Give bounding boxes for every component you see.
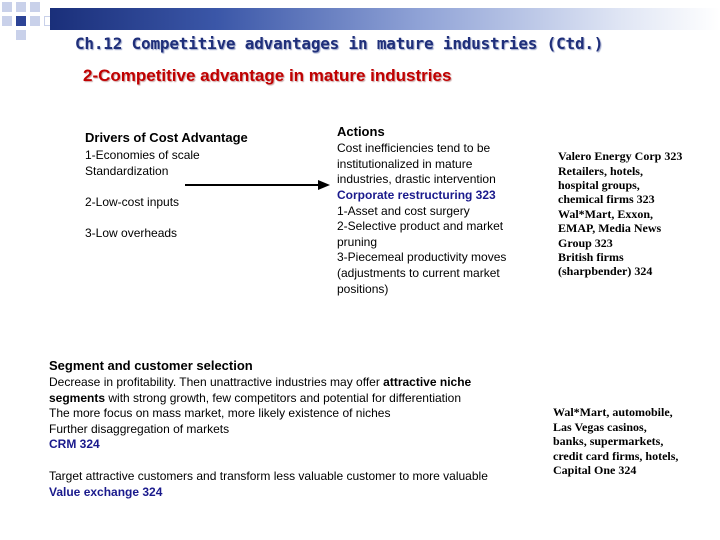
example-line: (sharpbender) 324 (558, 264, 653, 278)
segment-emphasis: segments (49, 391, 106, 405)
example-line: credit card firms, hotels, (553, 449, 679, 463)
segment-line: Target attractive customers and transform less valuable customer to more valuable (49, 469, 488, 483)
actions-line: (adjustments to current market (337, 266, 500, 280)
example-line: Las Vegas casinos, (553, 420, 647, 434)
example-line: Wal*Mart, automobile, (553, 405, 673, 419)
driver-item: Standardization (85, 164, 169, 178)
segment-emphasis: attractive niche (383, 375, 472, 389)
example-line: Retailers, hotels, (558, 164, 643, 178)
segment-line (49, 391, 461, 407)
title-band (50, 8, 720, 30)
actions-line: Cost inefficiencies tend to be (337, 141, 491, 155)
driver-item: 2-Low-cost inputs (85, 195, 180, 209)
drivers-heading: Drivers of Cost Advantage (85, 130, 248, 145)
driver-item: 1-Economies of scale (85, 148, 200, 162)
arrow-right-icon (185, 178, 330, 192)
actions-reference: Corporate restructuring 323 (337, 188, 496, 202)
example-line: banks, supermarkets, (553, 434, 664, 448)
segment-reference: Value exchange 324 (49, 485, 163, 499)
actions-line: pruning (337, 235, 378, 249)
segment-text: Decrease in profitability. Then unattractive industries may offer (49, 375, 384, 389)
example-line: chemical firms 323 (558, 192, 655, 206)
actions-line: 2-Selective product and market (337, 219, 504, 233)
segment-line: The more focus on mass market, more likely existence of niches (49, 406, 391, 420)
actions-line: industries, drastic intervention (337, 172, 496, 186)
example-line: Capital One 324 (553, 463, 637, 477)
driver-item: 3-Low overheads (85, 226, 178, 240)
segment-line (49, 375, 471, 391)
actions-line: 3-Piecemeal productivity moves (337, 250, 507, 264)
actions-line: positions) (337, 282, 389, 296)
segment-text: with strong growth, few competitors and potential for differentiation (105, 391, 461, 405)
segment-line: Further disaggregation of markets (49, 422, 230, 436)
example-line: Valero Energy Corp 323 (558, 149, 683, 163)
example-line: Wal*Mart, Exxon, (558, 207, 653, 221)
actions-line: institutionalized in mature (337, 157, 473, 171)
segment-heading: Segment and customer selection (49, 358, 253, 373)
example-line: Group 323 (558, 236, 613, 250)
example-line: hospital groups, (558, 178, 640, 192)
segment-reference: CRM 324 (49, 437, 100, 451)
actions-heading: Actions (337, 124, 385, 139)
slide-title: Ch.12 Competitive advantages in mature industries (Ctd.) (75, 34, 604, 53)
actions-line: 1-Asset and cost surgery (337, 204, 470, 218)
example-line: EMAP, Media News (558, 221, 662, 235)
example-line: British firms (558, 250, 624, 264)
slide-subtitle: 2-Competitive advantage in mature industries (83, 66, 452, 85)
